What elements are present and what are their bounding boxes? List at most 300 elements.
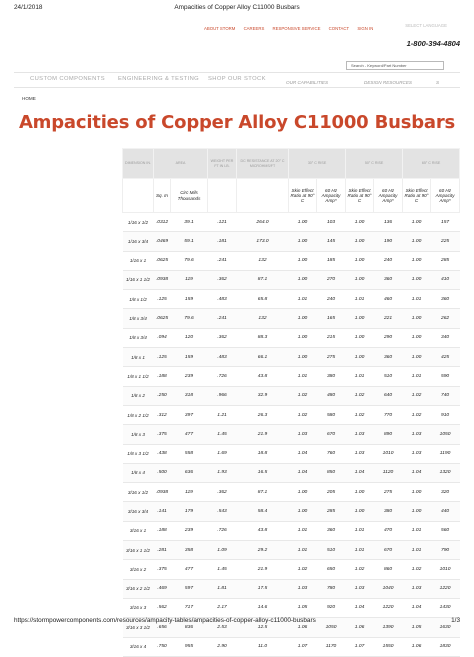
cell-skin-effect-65: 1.01	[403, 367, 431, 386]
cell-dc-resistance: 43.8	[237, 367, 289, 386]
cell-ampacity-50: 1220	[374, 598, 403, 617]
cell-circ-mils: 59.1	[171, 232, 208, 251]
cell-skin-effect-50: 1.02	[346, 560, 374, 579]
cell-weight: .241	[208, 309, 237, 328]
cell-skin-effect-30: 1.04	[289, 444, 317, 463]
subheader-skin-effect-65: Skin Effect Ratio at 90° C	[403, 179, 431, 213]
cell-circ-mils: 39.1	[171, 213, 208, 232]
cell-dc-resistance: 87.1	[237, 270, 289, 289]
cell-dc-resistance: 132	[237, 251, 289, 270]
cell-skin-effect-30: 1.03	[289, 579, 317, 598]
cell-circ-mils: 159	[171, 290, 208, 309]
cell-dimension: 1/16 x 1	[123, 251, 154, 270]
phone-number[interactable]: 1-800-394-4804	[406, 39, 460, 48]
table-row	[123, 270, 460, 289]
header-dimension: DIMENSION IN.	[123, 149, 154, 179]
cell-ampacity-30: 650	[317, 560, 346, 579]
cell-skin-effect-65: 1.06	[403, 637, 431, 656]
cell-skin-effect-50: 1.03	[346, 444, 374, 463]
cell-skin-effect-65: 1.00	[403, 213, 431, 232]
cell-weight: 1.21	[208, 405, 237, 424]
top-utility-links	[204, 26, 380, 31]
print-footer	[0, 617, 474, 629]
table-row	[123, 425, 460, 444]
cell-skin-effect-65: 1.01	[403, 290, 431, 309]
subheader-empty	[123, 179, 154, 213]
cell-sq-in: .375	[154, 560, 171, 579]
cell-sq-in: .0469	[154, 232, 171, 251]
cell-ampacity-50: 1390	[374, 618, 403, 637]
cell-skin-effect-30: 1.06	[289, 618, 317, 637]
header-area: AREA	[154, 149, 208, 179]
table-row	[123, 444, 460, 463]
cell-ampacity-65: 440	[431, 502, 460, 521]
cell-ampacity-30: 215	[317, 328, 346, 347]
cell-ampacity-65: 910	[431, 405, 460, 424]
cell-circ-mils: 120	[171, 328, 208, 347]
cell-sq-in: .500	[154, 463, 171, 482]
cell-ampacity-50: 380	[374, 502, 403, 521]
cell-ampacity-50: 1040	[374, 579, 403, 598]
cell-ampacity-65: 1220	[431, 579, 460, 598]
cell-skin-effect-65: 1.02	[403, 405, 431, 424]
cell-ampacity-30: 380	[317, 367, 346, 386]
cell-ampacity-30: 1170	[317, 637, 346, 656]
page-title: Ampacities of Copper Alloy C11000 Busbars	[18, 112, 456, 133]
cell-dimension: 1/8 x 2	[123, 386, 154, 405]
table-row	[123, 541, 460, 560]
search-input[interactable]: Search - Keyword/Part Number	[346, 61, 444, 70]
cell-dc-resistance: 12.5	[237, 618, 289, 637]
table-row	[123, 502, 460, 521]
cell-skin-effect-30: 1.00	[289, 502, 317, 521]
cell-circ-mils: 318	[171, 386, 208, 405]
table-row	[123, 483, 460, 502]
cell-weight: .121	[208, 213, 237, 232]
cell-skin-effect-30: 1.05	[289, 598, 317, 617]
cell-skin-effect-50: 1.00	[346, 328, 374, 347]
cell-sq-in: .0312	[154, 213, 171, 232]
cell-ampacity-65: 1010	[431, 560, 460, 579]
cell-sq-in: .750	[154, 637, 171, 656]
cell-sq-in: .562	[154, 598, 171, 617]
cell-skin-effect-65: 1.05	[403, 618, 431, 637]
subheader-ampacity-30: 60 Hz Ampacity Amp*	[317, 179, 346, 213]
cell-ampacity-50: 240	[374, 251, 403, 270]
link-about-storm[interactable]: ABOUT STORM	[204, 26, 236, 31]
cell-skin-effect-50: 1.01	[346, 367, 374, 386]
table-row	[123, 367, 460, 386]
nav-design-resources[interactable]: DESIGN RESOURCES	[364, 80, 412, 85]
cell-dimension: 1/16 x 1 1/2	[123, 270, 154, 289]
cell-sq-in: .0625	[154, 309, 171, 328]
cell-ampacity-50: 770	[374, 405, 403, 424]
table-row	[123, 213, 460, 232]
header-rise-30: 30° C RISE	[289, 149, 346, 179]
cell-circ-mils: 717	[171, 598, 208, 617]
cell-dimension: 1/8 x 3	[123, 425, 154, 444]
nav-engineering-testing[interactable]: ENGINEERING & TESTING	[118, 76, 200, 82]
cell-ampacity-50: 860	[374, 560, 403, 579]
table-sub-header-row	[123, 179, 460, 213]
cell-dimension: 1/8 x 3/4	[123, 328, 154, 347]
cell-circ-mils: 119	[171, 270, 208, 289]
cell-skin-effect-30: 1.02	[289, 560, 317, 579]
main-navigation	[14, 72, 460, 88]
cell-dc-resistance: 58.4	[237, 502, 289, 521]
cell-sq-in: .0938	[154, 483, 171, 502]
cell-skin-effect-65: 1.00	[403, 502, 431, 521]
cell-dimension: 3/16 x 1	[123, 521, 154, 540]
cell-skin-effect-50: 1.07	[346, 637, 374, 656]
cell-dimension: 3/16 x 1 1/2	[123, 541, 154, 560]
cell-dc-resistance: 26.3	[237, 405, 289, 424]
nav-truncated-item[interactable]: S	[436, 80, 440, 85]
cell-skin-effect-50: 1.01	[346, 541, 374, 560]
cell-ampacity-65: 560	[431, 521, 460, 540]
table-row	[123, 386, 460, 405]
cell-weight: 1.09	[208, 541, 237, 560]
cell-sq-in: .438	[154, 444, 171, 463]
cell-skin-effect-30: 1.00	[289, 251, 317, 270]
cell-circ-mils: 477	[171, 560, 208, 579]
cell-skin-effect-65: 1.00	[403, 348, 431, 367]
cell-circ-mils: 955	[171, 637, 208, 656]
cell-ampacity-30: 510	[317, 541, 346, 560]
cell-dimension: 3/16 x 1/2	[123, 483, 154, 502]
cell-skin-effect-50: 1.00	[346, 348, 374, 367]
cell-ampacity-50: 275	[374, 483, 403, 502]
cell-dimension: 1/8 x 3/4	[123, 309, 154, 328]
cell-dc-resistance: 16.5	[237, 463, 289, 482]
ampacity-table-body	[123, 213, 460, 657]
cell-circ-mils: 119	[171, 483, 208, 502]
cell-ampacity-65: 157	[431, 213, 460, 232]
cell-ampacity-30: 145	[317, 232, 346, 251]
cell-dimension: 1/16 x 1/2	[123, 213, 154, 232]
cell-circ-mils: 836	[171, 618, 208, 637]
subheader-empty	[208, 179, 237, 213]
cell-weight: .483	[208, 290, 237, 309]
cell-weight: .362	[208, 328, 237, 347]
cell-ampacity-30: 103	[317, 213, 346, 232]
cell-skin-effect-30: 1.03	[289, 425, 317, 444]
cell-circ-mils: 79.6	[171, 251, 208, 270]
cell-weight: .966	[208, 386, 237, 405]
cell-ampacity-50: 670	[374, 541, 403, 560]
table-row	[123, 251, 460, 270]
cell-ampacity-50: 640	[374, 386, 403, 405]
cell-skin-effect-65: 1.04	[403, 463, 431, 482]
cell-dimension: 3/16 x 2	[123, 560, 154, 579]
cell-ampacity-30: 165	[317, 309, 346, 328]
cell-dc-resistance: 66.1	[237, 348, 289, 367]
cell-ampacity-30: 185	[317, 251, 346, 270]
cell-dc-resistance: 132	[237, 309, 289, 328]
cell-circ-mils: 239	[171, 367, 208, 386]
cell-skin-effect-30: 1.00	[289, 309, 317, 328]
cell-skin-effect-65: 1.03	[403, 444, 431, 463]
cell-skin-effect-30: 1.02	[289, 386, 317, 405]
cell-ampacity-30: 1050	[317, 618, 346, 637]
cell-skin-effect-30: 1.00	[289, 213, 317, 232]
cell-sq-in: .125	[154, 290, 171, 309]
cell-skin-effect-50: 1.03	[346, 425, 374, 444]
table-row	[123, 328, 460, 347]
cell-skin-effect-50: 1.00	[346, 502, 374, 521]
cell-ampacity-65: 225	[431, 232, 460, 251]
cell-skin-effect-65: 1.01	[403, 541, 431, 560]
language-selector[interactable]: SELECT LANGUAGE	[405, 23, 447, 28]
cell-weight: 1.69	[208, 444, 237, 463]
cell-ampacity-65: 360	[431, 290, 460, 309]
table-row	[123, 290, 460, 309]
cell-ampacity-30: 760	[317, 444, 346, 463]
cell-dc-resistance: 17.5	[237, 579, 289, 598]
print-page-title: Ampacities of Copper Alloy C11000 Busbars	[174, 4, 300, 11]
cell-sq-in: .375	[154, 425, 171, 444]
cell-ampacity-30: 850	[317, 463, 346, 482]
cell-ampacity-50: 510	[374, 367, 403, 386]
cell-weight: .543	[208, 502, 237, 521]
link-careers[interactable]: CAREERS	[243, 26, 265, 31]
table-row	[123, 598, 460, 617]
cell-ampacity-65: 285	[431, 251, 460, 270]
link-sign-in[interactable]: SIGN IN	[357, 26, 374, 31]
cell-dc-resistance: 87.1	[237, 483, 289, 502]
nav-our-capabilities[interactable]: OUR CAPABILITIES	[286, 80, 329, 85]
subheader-ampacity-50: 60 Hz Ampacity Amp*	[374, 179, 403, 213]
cell-skin-effect-30: 1.04	[289, 463, 317, 482]
cell-dc-resistance: 43.8	[237, 521, 289, 540]
cell-skin-effect-30: 1.00	[289, 328, 317, 347]
cell-ampacity-50: 221	[374, 309, 403, 328]
cell-circ-mils: 477	[171, 425, 208, 444]
table-group-header-row	[123, 149, 460, 179]
cell-weight: 1.93	[208, 463, 237, 482]
link-responsive-service[interactable]: RESPONSIVE SERVICE	[272, 26, 321, 31]
cell-ampacity-30: 240	[317, 290, 346, 309]
cell-weight: 1.81	[208, 579, 237, 598]
cell-sq-in: .125	[154, 348, 171, 367]
cell-skin-effect-30: 1.01	[289, 367, 317, 386]
table-row	[123, 348, 460, 367]
cell-dimension: 1/8 x 1	[123, 348, 154, 367]
cell-weight: 1.45	[208, 425, 237, 444]
cell-ampacity-65: 1630	[431, 618, 460, 637]
cell-skin-effect-65: 1.00	[403, 309, 431, 328]
cell-circ-mils: 358	[171, 541, 208, 560]
table-row	[123, 309, 460, 328]
cell-skin-effect-65: 1.00	[403, 251, 431, 270]
table-row	[123, 579, 460, 598]
cell-weight: 1.45	[208, 560, 237, 579]
cell-dc-resistance: 21.9	[237, 425, 289, 444]
cell-skin-effect-50: 1.00	[346, 483, 374, 502]
cell-circ-mils: 397	[171, 405, 208, 424]
subheader-empty	[237, 179, 289, 213]
cell-dc-resistance: 65.8	[237, 290, 289, 309]
cell-dimension: 1/8 x 1/2	[123, 290, 154, 309]
cell-skin-effect-50: 1.00	[346, 213, 374, 232]
table-row	[123, 521, 460, 540]
cell-skin-effect-50: 1.00	[346, 232, 374, 251]
cell-weight: .483	[208, 348, 237, 367]
cell-sq-in: .188	[154, 367, 171, 386]
cell-skin-effect-65: 1.04	[403, 598, 431, 617]
cell-ampacity-50: 190	[374, 232, 403, 251]
cell-dimension: 1/8 x 3 1/2	[123, 444, 154, 463]
header-weight: WEIGHT PER FT IN LB.	[208, 149, 237, 179]
cell-skin-effect-65: 1.02	[403, 560, 431, 579]
cell-ampacity-50: 470	[374, 521, 403, 540]
cell-dimension: 3/16 x 3 1/2	[123, 618, 154, 637]
cell-ampacity-50: 136	[374, 213, 403, 232]
cell-skin-effect-30: 1.00	[289, 270, 317, 289]
cell-ampacity-50: 890	[374, 425, 403, 444]
cell-ampacity-65: 1320	[431, 463, 460, 482]
cell-skin-effect-50: 1.04	[346, 598, 374, 617]
cell-ampacity-30: 780	[317, 579, 346, 598]
cell-dc-resistance: 29.2	[237, 541, 289, 560]
cell-skin-effect-65: 1.01	[403, 521, 431, 540]
table-row	[123, 463, 460, 482]
cell-skin-effect-30: 1.01	[289, 290, 317, 309]
cell-skin-effect-30: 1.01	[289, 541, 317, 560]
cell-ampacity-50: 360	[374, 270, 403, 289]
cell-skin-effect-65: 1.00	[403, 328, 431, 347]
nav-custom-components[interactable]: CUSTOM COMPONENTS	[30, 76, 105, 82]
cell-circ-mils: 179	[171, 502, 208, 521]
cell-weight: .726	[208, 521, 237, 540]
cell-dimension: 1/8 x 1 1/2	[123, 367, 154, 386]
ampacity-table-container	[122, 148, 460, 657]
cell-skin-effect-50: 1.02	[346, 386, 374, 405]
cell-dimension: 1/16 x 3/4	[123, 232, 154, 251]
header-rise-65: 65° C RISE	[403, 149, 460, 179]
ampacity-table	[122, 148, 460, 657]
cell-ampacity-65: 590	[431, 367, 460, 386]
cell-skin-effect-30: 1.00	[289, 232, 317, 251]
cell-skin-effect-50: 1.01	[346, 521, 374, 540]
subheader-sq-in: Sq. In	[154, 179, 171, 213]
cell-skin-effect-30: 1.02	[289, 405, 317, 424]
cell-circ-mils: 79.6	[171, 309, 208, 328]
cell-sq-in: .250	[154, 386, 171, 405]
cell-weight: 2.53	[208, 618, 237, 637]
cell-weight: .241	[208, 251, 237, 270]
cell-dc-resistance: 11.0	[237, 637, 289, 656]
cell-ampacity-50: 1010	[374, 444, 403, 463]
cell-ampacity-30: 285	[317, 502, 346, 521]
subheader-circ-mils: Circ Mils Thousands	[171, 179, 208, 213]
print-header	[0, 0, 474, 14]
cell-skin-effect-65: 1.02	[403, 386, 431, 405]
nav-shop-our-stock[interactable]: SHOP OUR STOCK	[208, 76, 266, 82]
cell-dc-resistance: 32.9	[237, 386, 289, 405]
subheader-ampacity-65: 60 Hz Ampacity Amp*	[431, 179, 460, 213]
cell-dimension: 3/16 x 3	[123, 598, 154, 617]
link-contact[interactable]: CONTACT	[328, 26, 350, 31]
print-page-number: 1/3	[451, 617, 460, 624]
subheader-skin-effect-30: Skin Effect Ratio at 90° C	[289, 179, 317, 213]
cell-ampacity-30: 480	[317, 386, 346, 405]
cell-weight: .181	[208, 232, 237, 251]
cell-ampacity-50: 1550	[374, 637, 403, 656]
print-date: 24/1/2018	[14, 4, 43, 11]
cell-ampacity-50: 1120	[374, 463, 403, 482]
cell-circ-mils: 239	[171, 521, 208, 540]
cell-ampacity-65: 320	[431, 483, 460, 502]
cell-ampacity-30: 580	[317, 405, 346, 424]
header-dc-resistance: DC RESISTANCE AT 20° C MICROHMS/FT	[237, 149, 289, 179]
cell-weight: 2.17	[208, 598, 237, 617]
cell-skin-effect-50: 1.00	[346, 251, 374, 270]
cell-dc-resistance: 21.9	[237, 560, 289, 579]
breadcrumb-home[interactable]: HOME	[22, 96, 36, 101]
cell-ampacity-50: 290	[374, 328, 403, 347]
cell-ampacity-30: 205	[317, 483, 346, 502]
cell-sq-in: .281	[154, 541, 171, 560]
table-row	[123, 560, 460, 579]
cell-circ-mils: 636	[171, 463, 208, 482]
cell-ampacity-65: 1050	[431, 425, 460, 444]
cell-ampacity-65: 1430	[431, 598, 460, 617]
cell-ampacity-30: 360	[317, 521, 346, 540]
cell-skin-effect-50: 1.01	[346, 290, 374, 309]
cell-ampacity-65: 1830	[431, 637, 460, 656]
cell-ampacity-65: 425	[431, 348, 460, 367]
cell-skin-effect-50: 1.00	[346, 309, 374, 328]
cell-dc-resistance: 173.0	[237, 232, 289, 251]
cell-dimension: 3/16 x 4	[123, 637, 154, 656]
cell-sq-in: .312	[154, 405, 171, 424]
cell-ampacity-65: 790	[431, 541, 460, 560]
cell-dimension: 3/16 x 3/4	[123, 502, 154, 521]
cell-weight: .362	[208, 270, 237, 289]
cell-dc-resistance: 18.8	[237, 444, 289, 463]
cell-sq-in: .656	[154, 618, 171, 637]
cell-weight: .726	[208, 367, 237, 386]
cell-dc-resistance: 14.6	[237, 598, 289, 617]
cell-sq-in: .188	[154, 521, 171, 540]
cell-sq-in: .469	[154, 579, 171, 598]
cell-ampacity-65: 340	[431, 328, 460, 347]
table-row	[123, 405, 460, 424]
cell-skin-effect-30: 1.01	[289, 521, 317, 540]
cell-ampacity-65: 740	[431, 386, 460, 405]
cell-ampacity-65: 410	[431, 270, 460, 289]
cell-skin-effect-65: 1.00	[403, 270, 431, 289]
cell-ampacity-50: 460	[374, 290, 403, 309]
cell-skin-effect-65: 1.00	[403, 483, 431, 502]
cell-ampacity-30: 270	[317, 270, 346, 289]
cell-weight: .362	[208, 483, 237, 502]
cell-skin-effect-50: 1.00	[346, 270, 374, 289]
cell-skin-effect-65: 1.00	[403, 232, 431, 251]
cell-skin-effect-50: 1.04	[346, 463, 374, 482]
cell-dimension: 1/8 x 2 1/2	[123, 405, 154, 424]
cell-sq-in: .0625	[154, 251, 171, 270]
table-row	[123, 232, 460, 251]
cell-sq-in: .141	[154, 502, 171, 521]
cell-dimension: 1/8 x 4	[123, 463, 154, 482]
cell-skin-effect-50: 1.03	[346, 579, 374, 598]
cell-ampacity-65: 262	[431, 309, 460, 328]
cell-ampacity-65: 1190	[431, 444, 460, 463]
cell-circ-mils: 558	[171, 444, 208, 463]
subheader-skin-effect-50: Skin Effect Ratio at 90° C	[346, 179, 374, 213]
